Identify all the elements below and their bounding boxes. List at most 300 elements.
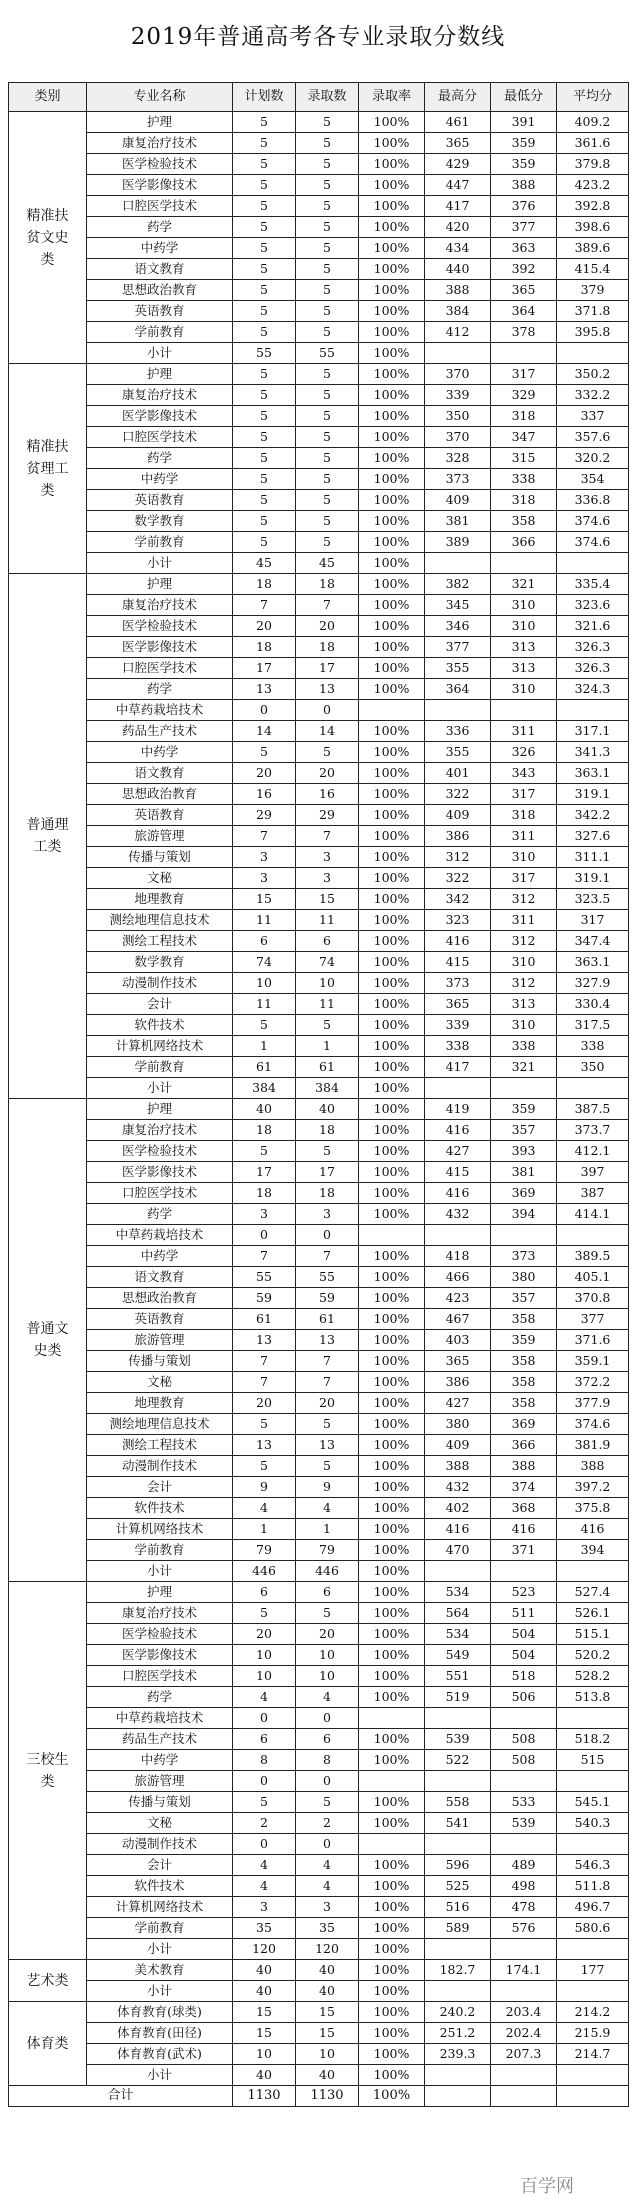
table-row — [9, 1246, 629, 1267]
value-cell: 357 — [491, 1288, 557, 1309]
table-row — [9, 700, 629, 721]
value-cell: 412 — [425, 322, 491, 343]
value-cell: 120 — [296, 1939, 359, 1960]
table-row — [9, 280, 629, 301]
major-name-cell: 地理教育 — [87, 889, 233, 910]
total-label-cell: 合计 — [9, 2086, 233, 2107]
value-cell: 508 — [491, 1750, 557, 1771]
value-cell: 401 — [425, 763, 491, 784]
value-cell: 10 — [233, 1666, 296, 1687]
table-row — [9, 994, 629, 1015]
value-cell: 323 — [425, 910, 491, 931]
category-cell: 三校生类 — [9, 1582, 87, 1960]
value-cell: 359 — [491, 154, 557, 175]
value-cell: 5 — [233, 217, 296, 238]
value-cell: 446 — [296, 1561, 359, 1582]
value-cell: 100% — [359, 1099, 425, 1120]
value-cell — [425, 1981, 491, 2002]
value-cell: 519 — [425, 1687, 491, 1708]
value-cell: 15 — [233, 2023, 296, 2044]
value-cell: 7 — [296, 1246, 359, 1267]
value-cell: 100% — [359, 2065, 425, 2086]
value-cell — [557, 1708, 629, 1729]
value-cell: 100% — [359, 868, 425, 889]
value-cell: 398.6 — [557, 217, 629, 238]
table-row — [9, 1351, 629, 1372]
major-name-cell: 中药学 — [87, 238, 233, 259]
value-cell — [425, 1078, 491, 1099]
value-cell: 403 — [425, 1330, 491, 1351]
value-cell: 13 — [296, 1435, 359, 1456]
value-cell: 100% — [359, 1435, 425, 1456]
value-cell: 3 — [296, 847, 359, 868]
value-cell: 13 — [233, 679, 296, 700]
major-name-cell: 小计 — [87, 2065, 233, 2086]
value-cell — [491, 700, 557, 721]
value-cell: 100% — [359, 175, 425, 196]
value-cell: 323.6 — [557, 595, 629, 616]
site-watermark: 百学网 — [520, 2176, 574, 2197]
value-cell: 251.2 — [425, 2023, 491, 2044]
value-cell: 513.8 — [557, 1687, 629, 1708]
table-row — [9, 385, 629, 406]
major-name-cell: 口腔医学技术 — [87, 427, 233, 448]
value-cell: 343 — [491, 763, 557, 784]
value-cell: 3 — [233, 868, 296, 889]
major-name-cell: 学前教育 — [87, 1918, 233, 1939]
value-cell: 372.2 — [557, 1372, 629, 1393]
table-row — [9, 1414, 629, 1435]
value-cell: 100% — [359, 1456, 425, 1477]
value-cell: 5 — [233, 133, 296, 154]
value-cell: 1 — [233, 1519, 296, 1540]
value-cell: 409 — [425, 805, 491, 826]
major-name-cell: 测绘地理信息技术 — [87, 1414, 233, 1435]
value-cell: 5 — [233, 1456, 296, 1477]
major-name-cell: 护理 — [87, 1582, 233, 1603]
value-cell: 5 — [296, 133, 359, 154]
value-cell: 11 — [296, 910, 359, 931]
header-cell: 录取数 — [296, 83, 359, 112]
value-cell — [491, 1561, 557, 1582]
value-cell: 5 — [233, 1015, 296, 1036]
value-cell: 389 — [425, 532, 491, 553]
value-cell: 100% — [359, 805, 425, 826]
value-cell: 388 — [557, 1456, 629, 1477]
major-name-cell: 动漫制作技术 — [87, 1456, 233, 1477]
table-row — [9, 133, 629, 154]
value-cell: 6 — [233, 931, 296, 952]
major-name-cell: 药学 — [87, 1687, 233, 1708]
table-row — [9, 259, 629, 280]
value-cell: 5 — [233, 322, 296, 343]
value-cell — [359, 700, 425, 721]
major-name-cell: 药学 — [87, 1204, 233, 1225]
value-cell: 5 — [296, 112, 359, 133]
value-cell: 100% — [359, 553, 425, 574]
value-cell: 2 — [233, 1813, 296, 1834]
value-cell: 326.3 — [557, 637, 629, 658]
table-row — [9, 847, 629, 868]
value-cell: 100% — [359, 427, 425, 448]
value-cell: 357.6 — [557, 427, 629, 448]
total-value-cell: 1130 — [233, 2086, 296, 2107]
major-name-cell: 文秘 — [87, 1372, 233, 1393]
value-cell — [359, 1225, 425, 1246]
table-row — [9, 1666, 629, 1687]
value-cell: 6 — [296, 1729, 359, 1750]
major-name-cell: 药学 — [87, 679, 233, 700]
value-cell — [425, 553, 491, 574]
value-cell: 338 — [557, 1036, 629, 1057]
value-cell: 312 — [491, 889, 557, 910]
value-cell: 523 — [491, 1582, 557, 1603]
value-cell: 5 — [233, 469, 296, 490]
table-row — [9, 406, 629, 427]
table-row — [9, 1708, 629, 1729]
value-cell: 338 — [491, 469, 557, 490]
value-cell: 18 — [296, 1183, 359, 1204]
value-cell — [425, 1939, 491, 1960]
table-row — [9, 1645, 629, 1666]
value-cell: 1 — [233, 1036, 296, 1057]
table-row — [9, 1057, 629, 1078]
value-cell: 5 — [233, 427, 296, 448]
value-cell: 322 — [425, 868, 491, 889]
value-cell: 516 — [425, 1897, 491, 1918]
value-cell: 0 — [296, 700, 359, 721]
value-cell: 100% — [359, 889, 425, 910]
value-cell: 596 — [425, 1855, 491, 1876]
value-cell: 338 — [425, 1036, 491, 1057]
value-cell: 5 — [296, 280, 359, 301]
value-cell: 315 — [491, 448, 557, 469]
value-cell: 527.4 — [557, 1582, 629, 1603]
major-name-cell: 计算机网络技术 — [87, 1519, 233, 1540]
value-cell: 5 — [233, 175, 296, 196]
value-cell: 61 — [233, 1057, 296, 1078]
major-name-cell: 医学影像技术 — [87, 1645, 233, 1666]
value-cell: 427 — [425, 1393, 491, 1414]
table-row — [9, 1792, 629, 1813]
value-cell: 359 — [491, 133, 557, 154]
value-cell: 432 — [425, 1204, 491, 1225]
value-cell: 100% — [359, 469, 425, 490]
table-row — [9, 448, 629, 469]
table-row — [9, 1813, 629, 1834]
value-cell: 40 — [233, 1981, 296, 2002]
header-cell: 类别 — [9, 83, 87, 112]
value-cell: 3 — [296, 868, 359, 889]
value-cell: 214.2 — [557, 2002, 629, 2023]
value-cell: 366 — [491, 532, 557, 553]
value-cell: 45 — [233, 553, 296, 574]
value-cell: 440 — [425, 259, 491, 280]
value-cell: 40 — [296, 1981, 359, 2002]
value-cell: 429 — [425, 154, 491, 175]
value-cell: 394 — [557, 1540, 629, 1561]
value-cell: 313 — [491, 637, 557, 658]
value-cell: 387.5 — [557, 1099, 629, 1120]
value-cell: 379.8 — [557, 154, 629, 175]
table-row — [9, 175, 629, 196]
value-cell: 100% — [359, 973, 425, 994]
value-cell: 327.9 — [557, 973, 629, 994]
value-cell: 389.6 — [557, 238, 629, 259]
value-cell: 100% — [359, 1120, 425, 1141]
major-name-cell: 医学检验技术 — [87, 1624, 233, 1645]
value-cell: 412.1 — [557, 1141, 629, 1162]
major-name-cell: 小计 — [87, 1939, 233, 1960]
value-cell: 381 — [491, 1162, 557, 1183]
value-cell: 15 — [296, 2002, 359, 2023]
value-cell: 100% — [359, 154, 425, 175]
table-row — [9, 364, 629, 385]
value-cell — [425, 700, 491, 721]
table-row — [9, 721, 629, 742]
table-row — [9, 511, 629, 532]
value-cell: 317.5 — [557, 1015, 629, 1036]
value-cell: 5 — [296, 427, 359, 448]
value-cell: 4 — [296, 1876, 359, 1897]
value-cell: 61 — [296, 1057, 359, 1078]
value-cell: 3 — [296, 1897, 359, 1918]
value-cell: 369 — [491, 1183, 557, 1204]
value-cell: 20 — [233, 616, 296, 637]
value-cell: 100% — [359, 2002, 425, 2023]
value-cell: 17 — [233, 658, 296, 679]
value-cell — [557, 1981, 629, 2002]
table-row — [9, 1603, 629, 1624]
major-name-cell: 旅游管理 — [87, 1330, 233, 1351]
value-cell — [557, 1939, 629, 1960]
value-cell: 10 — [233, 1645, 296, 1666]
value-cell: 5 — [233, 490, 296, 511]
major-name-cell: 地理教育 — [87, 1393, 233, 1414]
value-cell: 373 — [425, 973, 491, 994]
value-cell: 549 — [425, 1645, 491, 1666]
value-cell: 540.3 — [557, 1813, 629, 1834]
major-name-cell: 测绘工程技术 — [87, 931, 233, 952]
value-cell — [557, 343, 629, 364]
value-cell: 5 — [296, 490, 359, 511]
value-cell: 0 — [233, 1225, 296, 1246]
value-cell: 576 — [491, 1918, 557, 1939]
value-cell: 5 — [296, 1792, 359, 1813]
value-cell: 370 — [425, 364, 491, 385]
value-cell: 313 — [491, 658, 557, 679]
subtotal-row — [9, 1939, 629, 1960]
value-cell: 79 — [296, 1540, 359, 1561]
value-cell: 384 — [296, 1078, 359, 1099]
value-cell: 311 — [491, 721, 557, 742]
value-cell: 5 — [296, 385, 359, 406]
value-cell: 5 — [296, 238, 359, 259]
value-cell — [491, 1981, 557, 2002]
value-cell: 100% — [359, 2044, 425, 2065]
value-cell: 419 — [425, 1099, 491, 1120]
value-cell: 5 — [296, 1141, 359, 1162]
value-cell: 5 — [296, 301, 359, 322]
value-cell: 409 — [425, 1435, 491, 1456]
value-cell: 558 — [425, 1792, 491, 1813]
value-cell: 365 — [491, 280, 557, 301]
table-row — [9, 1477, 629, 1498]
value-cell: 100% — [359, 1981, 425, 2002]
major-name-cell: 康复治疗技术 — [87, 385, 233, 406]
table-row — [9, 868, 629, 889]
major-name-cell: 体育教育(球类) — [87, 2002, 233, 2023]
value-cell: 339 — [425, 385, 491, 406]
value-cell: 100% — [359, 784, 425, 805]
value-cell: 8 — [296, 1750, 359, 1771]
value-cell: 377.9 — [557, 1393, 629, 1414]
value-cell: 405.1 — [557, 1267, 629, 1288]
total-value-cell: 100% — [359, 2086, 425, 2107]
value-cell: 354 — [557, 469, 629, 490]
value-cell: 311 — [491, 826, 557, 847]
value-cell: 5 — [296, 448, 359, 469]
major-name-cell: 小计 — [87, 553, 233, 574]
value-cell: 533 — [491, 1792, 557, 1813]
value-cell: 311.1 — [557, 847, 629, 868]
value-cell: 526.1 — [557, 1603, 629, 1624]
major-name-cell: 数学教育 — [87, 952, 233, 973]
major-name-cell: 旅游管理 — [87, 1771, 233, 1792]
value-cell: 373 — [491, 1246, 557, 1267]
value-cell: 416 — [557, 1519, 629, 1540]
value-cell: 5 — [233, 154, 296, 175]
major-name-cell: 计算机网络技术 — [87, 1036, 233, 1057]
table-row — [9, 322, 629, 343]
table-row — [9, 2044, 629, 2065]
value-cell: 541 — [425, 1813, 491, 1834]
value-cell — [491, 2065, 557, 2086]
table-row — [9, 1183, 629, 1204]
value-cell: 5 — [233, 1603, 296, 1624]
value-cell — [425, 1708, 491, 1729]
value-cell: 358 — [491, 1309, 557, 1330]
value-cell: 310 — [491, 679, 557, 700]
value-cell: 506 — [491, 1687, 557, 1708]
major-name-cell: 英语教育 — [87, 490, 233, 511]
table-row — [9, 1498, 629, 1519]
table-row — [9, 301, 629, 322]
value-cell: 409 — [425, 490, 491, 511]
value-cell: 534 — [425, 1582, 491, 1603]
value-cell: 100% — [359, 1036, 425, 1057]
value-cell — [491, 343, 557, 364]
value-cell: 358 — [491, 1393, 557, 1414]
value-cell: 100% — [359, 910, 425, 931]
value-cell: 0 — [296, 1771, 359, 1792]
value-cell: 203.4 — [491, 2002, 557, 2023]
major-name-cell: 会计 — [87, 1855, 233, 1876]
value-cell: 100% — [359, 196, 425, 217]
major-name-cell: 口腔医学技术 — [87, 196, 233, 217]
value-cell: 397 — [557, 1162, 629, 1183]
value-cell: 5 — [233, 364, 296, 385]
value-cell: 395.8 — [557, 322, 629, 343]
value-cell: 350.2 — [557, 364, 629, 385]
major-name-cell: 英语教育 — [87, 1309, 233, 1330]
table-row — [9, 805, 629, 826]
value-cell: 40 — [296, 1960, 359, 1981]
value-cell: 100% — [359, 616, 425, 637]
major-name-cell: 医学影像技术 — [87, 637, 233, 658]
value-cell: 100% — [359, 931, 425, 952]
value-cell: 16 — [296, 784, 359, 805]
value-cell: 359 — [491, 1330, 557, 1351]
table-row — [9, 1918, 629, 1939]
value-cell: 391 — [491, 112, 557, 133]
subtotal-row — [9, 2065, 629, 2086]
value-cell: 15 — [233, 2002, 296, 2023]
value-cell: 18 — [296, 1120, 359, 1141]
value-cell: 317 — [557, 910, 629, 931]
major-name-cell: 药品生产技术 — [87, 1729, 233, 1750]
value-cell — [359, 1771, 425, 1792]
value-cell: 496.7 — [557, 1897, 629, 1918]
value-cell: 384 — [233, 1078, 296, 1099]
value-cell: 100% — [359, 1582, 425, 1603]
major-name-cell: 思想政治教育 — [87, 280, 233, 301]
value-cell: 5 — [296, 1456, 359, 1477]
value-cell — [557, 1834, 629, 1855]
value-cell: 35 — [296, 1918, 359, 1939]
score-table — [8, 82, 629, 2107]
value-cell: 363.1 — [557, 763, 629, 784]
value-cell — [359, 1834, 425, 1855]
table-row — [9, 1372, 629, 1393]
value-cell: 551 — [425, 1666, 491, 1687]
value-cell: 311 — [491, 910, 557, 931]
header-cell: 最高分 — [425, 83, 491, 112]
table-row — [9, 1834, 629, 1855]
value-cell: 539 — [425, 1729, 491, 1750]
value-cell: 393 — [491, 1141, 557, 1162]
table-row — [9, 1519, 629, 1540]
major-name-cell: 护理 — [87, 1099, 233, 1120]
value-cell: 20 — [296, 1393, 359, 1414]
value-cell: 18 — [233, 637, 296, 658]
value-cell: 100% — [359, 1183, 425, 1204]
value-cell: 511 — [491, 1603, 557, 1624]
value-cell: 397.2 — [557, 1477, 629, 1498]
value-cell: 498 — [491, 1876, 557, 1897]
value-cell: 5 — [296, 364, 359, 385]
value-cell: 341.3 — [557, 742, 629, 763]
category-cell: 艺术类 — [9, 1960, 87, 2002]
value-cell: 317 — [491, 868, 557, 889]
value-cell: 20 — [233, 763, 296, 784]
value-cell: 389.5 — [557, 1246, 629, 1267]
value-cell: 466 — [425, 1267, 491, 1288]
value-cell — [491, 553, 557, 574]
major-name-cell: 中草药栽培技术 — [87, 1708, 233, 1729]
value-cell — [557, 700, 629, 721]
header-cell: 最低分 — [491, 83, 557, 112]
major-name-cell: 数学教育 — [87, 511, 233, 532]
value-cell: 0 — [233, 1708, 296, 1729]
major-name-cell: 护理 — [87, 574, 233, 595]
value-cell: 504 — [491, 1624, 557, 1645]
value-cell: 365 — [425, 1351, 491, 1372]
value-cell: 207.3 — [491, 2044, 557, 2065]
major-name-cell: 测绘工程技术 — [87, 1435, 233, 1456]
value-cell: 342.2 — [557, 805, 629, 826]
value-cell: 100% — [359, 532, 425, 553]
